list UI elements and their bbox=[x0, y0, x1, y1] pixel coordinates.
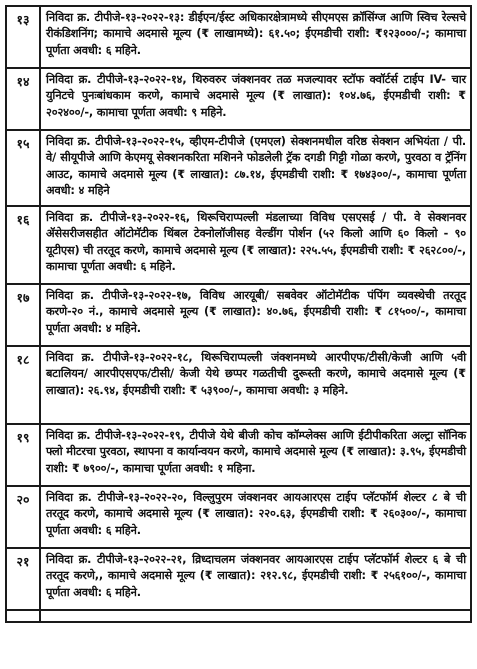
tender-serial-number: १९ bbox=[6, 424, 40, 486]
table-row bbox=[6, 424, 471, 486]
tender-serial-number: १४ bbox=[6, 68, 40, 130]
tender-serial-number: १५ bbox=[6, 130, 40, 206]
table-row bbox=[6, 346, 471, 424]
tender-serial-number: २१ bbox=[6, 548, 40, 610]
tender-description: निविदा क्र. टीपीजे-१३-२०२२-१४, थिरुवरुर जंक्शनवर तळ मजल्यावर स्टॉफ क्वॉर्टर्स टाईप IV- चार युनिटचे पुनःबांधकाम करणे, कामाचे अदमासे मूल्य (₹ लाखात): १०४.७६, ईएमडीची राशी: ₹ २०२४००/-, कामाचा पूर्णता अवधी: ९ महिने. bbox=[40, 68, 471, 130]
table-row bbox=[6, 6, 471, 68]
tender-description: निविदा क्र. टीपीजे-१३-२०२२-१८, थिरूचिराप्पल्ली जंक्शनमध्ये आरपीएफ/टीसी/केजी आणि ५वी बटालियन/ आरपीएसएफ/टीसी/ केजी येथे छप्पर गळतीची दुरूस्ती करणे, कामाचे अदमासे मूल्य (₹ लाखात): २६.९४, ईएमडीची राशी: ₹ ५३९००/-, कामाचा अवधी: ३ महिने. bbox=[40, 346, 471, 424]
table-row bbox=[6, 486, 471, 548]
table-row bbox=[6, 206, 471, 284]
tender-serial-number: १६ bbox=[6, 206, 40, 284]
tender-notice-table bbox=[5, 5, 472, 623]
tender-serial-number: १७ bbox=[6, 284, 40, 346]
tender-description: निविदा क्र. टीपीजे-१३-२०२२-१३: डीईएन/ईस्ट अधिकारक्षेत्रामध्ये सीएमएस क्रॉसिंग्ज आणि स्विच रेल्सचे रीकंडिशनिंग; कामाचे अदमासे मूल्य (₹ लाखामध्ये): ६१.५०; ईएमडीची राशी: ₹१२३०००/-; कामाचा पूर्णता अवधी: ६ महिने. bbox=[40, 6, 471, 68]
table-row bbox=[6, 68, 471, 130]
tender-serial-number: १३ bbox=[6, 6, 40, 68]
tender-description: निविदा क्र. टीपीजे-१३-२०२२-१६, थिरूचिराप्पल्ली मंडलाच्या विविध एसएसई / पी. वे सेक्शनवर ॲसेसरीजसहीत ऑटोमॅटीक थिंबल टेक्नोलॉजीसह वेल्डींग पोर्शन (५२ किलो आणि ६० किलो - ९० यूटीएस) ची तरतूद करणे, कामाचे अदमासे मूल्य (₹ लाखात): २२५.५५, ईएमडीची राशी: ₹ २६२८००/-, कामाचा पूर्णता अवधी: ६ महिने. bbox=[40, 206, 471, 284]
tender-description: निविदा क्र. टीपीजे-१३-२०२२-१७, विविध आरयूबी/ सबवेवर ऑटोमॅटीक पंपिंग व्यवस्थेची तरतूद करणे-२० नं., कामाचे अदमासे मूल्य (₹ लाखात): ४०.७६, ईएमडीची राशी: ₹ ८१५००/-, कामाचा पूर्णता अवधी: ४ महिने. bbox=[40, 284, 471, 346]
tender-description: निविदा क्र. टीपीजे-१३-२०२२-१५, व्हीएम-टीपीजे (एमएल) सेक्शनमधील वरिष्ठ सेक्शन अभियंता / पी. वे/ सीयूपीजे आणि केएमयू सेक्शनकरिता मशिनने फोडलेली ट्रॅक दगडी गिट्टी गोळा करणे, पुरवठा व ट्रॅनिंग आउट, कामाचे अदमासे मूल्य (₹ लाखात): ८७.१४, ईएमडीची राशी: ₹ १७४३००/-, कामाचा पूर्णता अवधी: ४ महिने bbox=[40, 130, 471, 206]
table-cell-empty bbox=[6, 610, 40, 622]
table-row bbox=[6, 284, 471, 346]
table-cell-empty bbox=[40, 610, 471, 622]
table-row bbox=[6, 130, 471, 206]
tender-description: निविदा क्र. टीपीजे-१३-२०२२-१९, टीपीजे येथे बीजी कोच कॉम्प्लेक्स आणि ईटीपीकरिता अल्ट्रा सॉनिक फ्लो मीटरचा पुरवठा, स्थापना व कार्यान्वयन करणे, कामाचे अदमासे मूल्य (₹ लाखात): ३.९५, ईएमडीची राशी: ₹ ७९००/-, कामाचा पूर्णता अवधी: १ महिना. bbox=[40, 424, 471, 486]
tender-description: निविदा क्र. टीपीजे-१३-२०२२-२१, व्रिध्दाचलम जंक्शनवर आयआरएस टाईप प्लॅटफॉर्म शेल्टर ६ बे ची तरतूद करणे,, कामाचे अदमासे मूल्य (₹ लाखात): २१२.९८, ईएमडीची राशी: ₹ २५६१००/-, कामाचा पूर्णता अवधी: ६ महिने. bbox=[40, 548, 471, 610]
tender-description: निविदा क्र. टीपीजे-१३-२०२२-२०, विल्लुपुरम जंक्शनवर आयआरएस टाईप प्लॅटफॉर्म शेल्टर ८ बे ची तरतूद करणे, कामाचे अदमासे मूल्य (₹ लाखात): २२०.६३, ईएमडीची राशी: ₹ २६०३००/-, कामाचा पूर्णता अवधी: ६ महिने. bbox=[40, 486, 471, 548]
table-row bbox=[6, 548, 471, 610]
tender-serial-number: २० bbox=[6, 486, 40, 548]
table-row-cut-off bbox=[6, 610, 471, 622]
tender-serial-number: १८ bbox=[6, 346, 40, 424]
